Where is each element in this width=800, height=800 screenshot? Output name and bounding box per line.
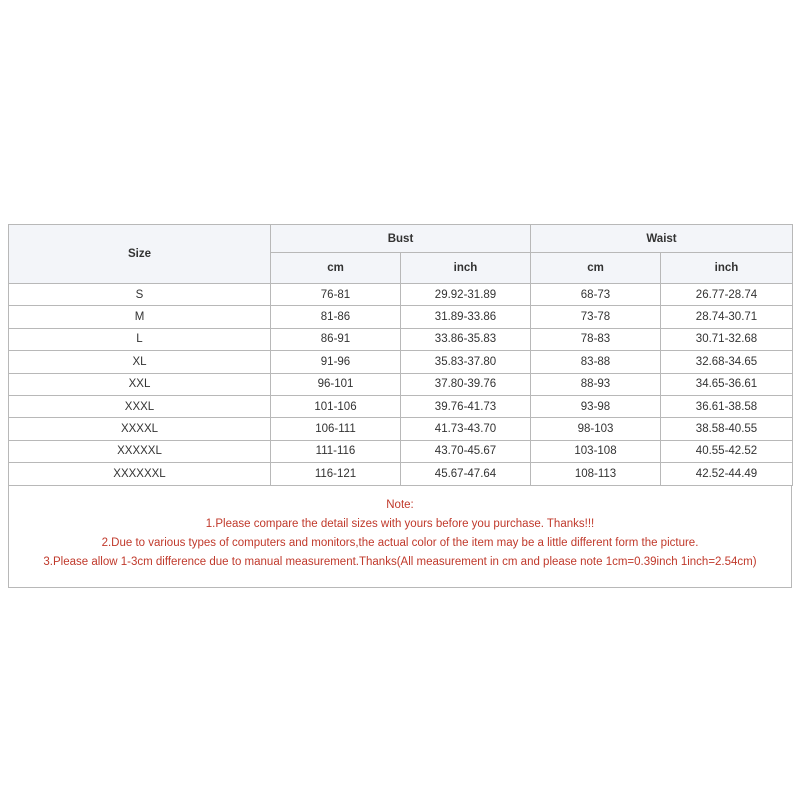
note-title: Note: (386, 498, 414, 511)
cell-waist-inch: 30.71-32.68 (661, 328, 793, 350)
cell-size: XXXXXL (9, 440, 271, 462)
table-row (9, 395, 793, 417)
cell-bust-inch: 31.89-33.86 (401, 306, 531, 328)
size-chart (8, 224, 792, 588)
header-size: Size (9, 225, 271, 284)
table-row (9, 463, 793, 485)
cell-bust-cm: 111-116 (271, 440, 401, 462)
note-line-1: 1.Please compare the detail sizes with yours before you purchase. Thanks!!! (205, 517, 595, 530)
table-row (9, 373, 793, 395)
size-table (8, 224, 793, 486)
header-bust-cm: cm (271, 253, 401, 284)
header-waist: Waist (531, 225, 793, 253)
cell-waist-cm: 93-98 (531, 395, 661, 417)
note-line-3: 3.Please allow 1-3cm difference due to manual measurement.Thanks(All measurement in cm and please note 1cm=0.39inch 1inch=2.54cm) (43, 555, 757, 568)
cell-waist-cm: 73-78 (531, 306, 661, 328)
cell-size: XXL (9, 373, 271, 395)
cell-waist-cm: 68-73 (531, 284, 661, 306)
cell-waist-cm: 88-93 (531, 373, 661, 395)
cell-bust-inch: 35.83-37.80 (401, 351, 531, 373)
cell-waist-cm: 83-88 (531, 351, 661, 373)
table-row (9, 284, 793, 306)
cell-bust-cm: 106-111 (271, 418, 401, 440)
cell-size: M (9, 306, 271, 328)
cell-size: XL (9, 351, 271, 373)
cell-waist-cm: 108-113 (531, 463, 661, 485)
cell-bust-inch: 29.92-31.89 (401, 284, 531, 306)
table-row (9, 328, 793, 350)
cell-bust-cm: 96-101 (271, 373, 401, 395)
cell-waist-cm: 78-83 (531, 328, 661, 350)
cell-bust-inch: 43.70-45.67 (401, 440, 531, 462)
cell-bust-cm: 116-121 (271, 463, 401, 485)
cell-bust-cm: 101-106 (271, 395, 401, 417)
note-line-2: 2.Due to various types of computers and monitors,the actual color of the item may be a little different form the picture. (101, 536, 699, 549)
cell-waist-inch: 38.58-40.55 (661, 418, 793, 440)
cell-waist-inch: 28.74-30.71 (661, 306, 793, 328)
cell-size: XXXXL (9, 418, 271, 440)
cell-waist-inch: 32.68-34.65 (661, 351, 793, 373)
header-bust: Bust (271, 225, 531, 253)
cell-bust-inch: 45.67-47.64 (401, 463, 531, 485)
cell-bust-cm: 81-86 (271, 306, 401, 328)
cell-waist-cm: 98-103 (531, 418, 661, 440)
cell-bust-inch: 39.76-41.73 (401, 395, 531, 417)
note-box (8, 486, 792, 588)
cell-waist-inch: 36.61-38.58 (661, 395, 793, 417)
table-row (9, 418, 793, 440)
cell-size: L (9, 328, 271, 350)
cell-size: XXXXXXL (9, 463, 271, 485)
cell-waist-inch: 40.55-42.52 (661, 440, 793, 462)
cell-bust-inch: 37.80-39.76 (401, 373, 531, 395)
cell-waist-inch: 34.65-36.61 (661, 373, 793, 395)
cell-waist-inch: 26.77-28.74 (661, 284, 793, 306)
table-row (9, 440, 793, 462)
table-header (9, 225, 793, 284)
cell-waist-inch: 42.52-44.49 (661, 463, 793, 485)
cell-bust-inch: 41.73-43.70 (401, 418, 531, 440)
cell-waist-cm: 103-108 (531, 440, 661, 462)
header-waist-cm: cm (531, 253, 661, 284)
table-row (9, 306, 793, 328)
cell-bust-cm: 91-96 (271, 351, 401, 373)
cell-size: S (9, 284, 271, 306)
cell-bust-cm: 86-91 (271, 328, 401, 350)
cell-bust-cm: 76-81 (271, 284, 401, 306)
header-bust-inch: inch (401, 253, 531, 284)
table-row (9, 351, 793, 373)
table-body (9, 284, 793, 486)
header-waist-inch: inch (661, 253, 793, 284)
cell-bust-inch: 33.86-35.83 (401, 328, 531, 350)
cell-size: XXXL (9, 395, 271, 417)
